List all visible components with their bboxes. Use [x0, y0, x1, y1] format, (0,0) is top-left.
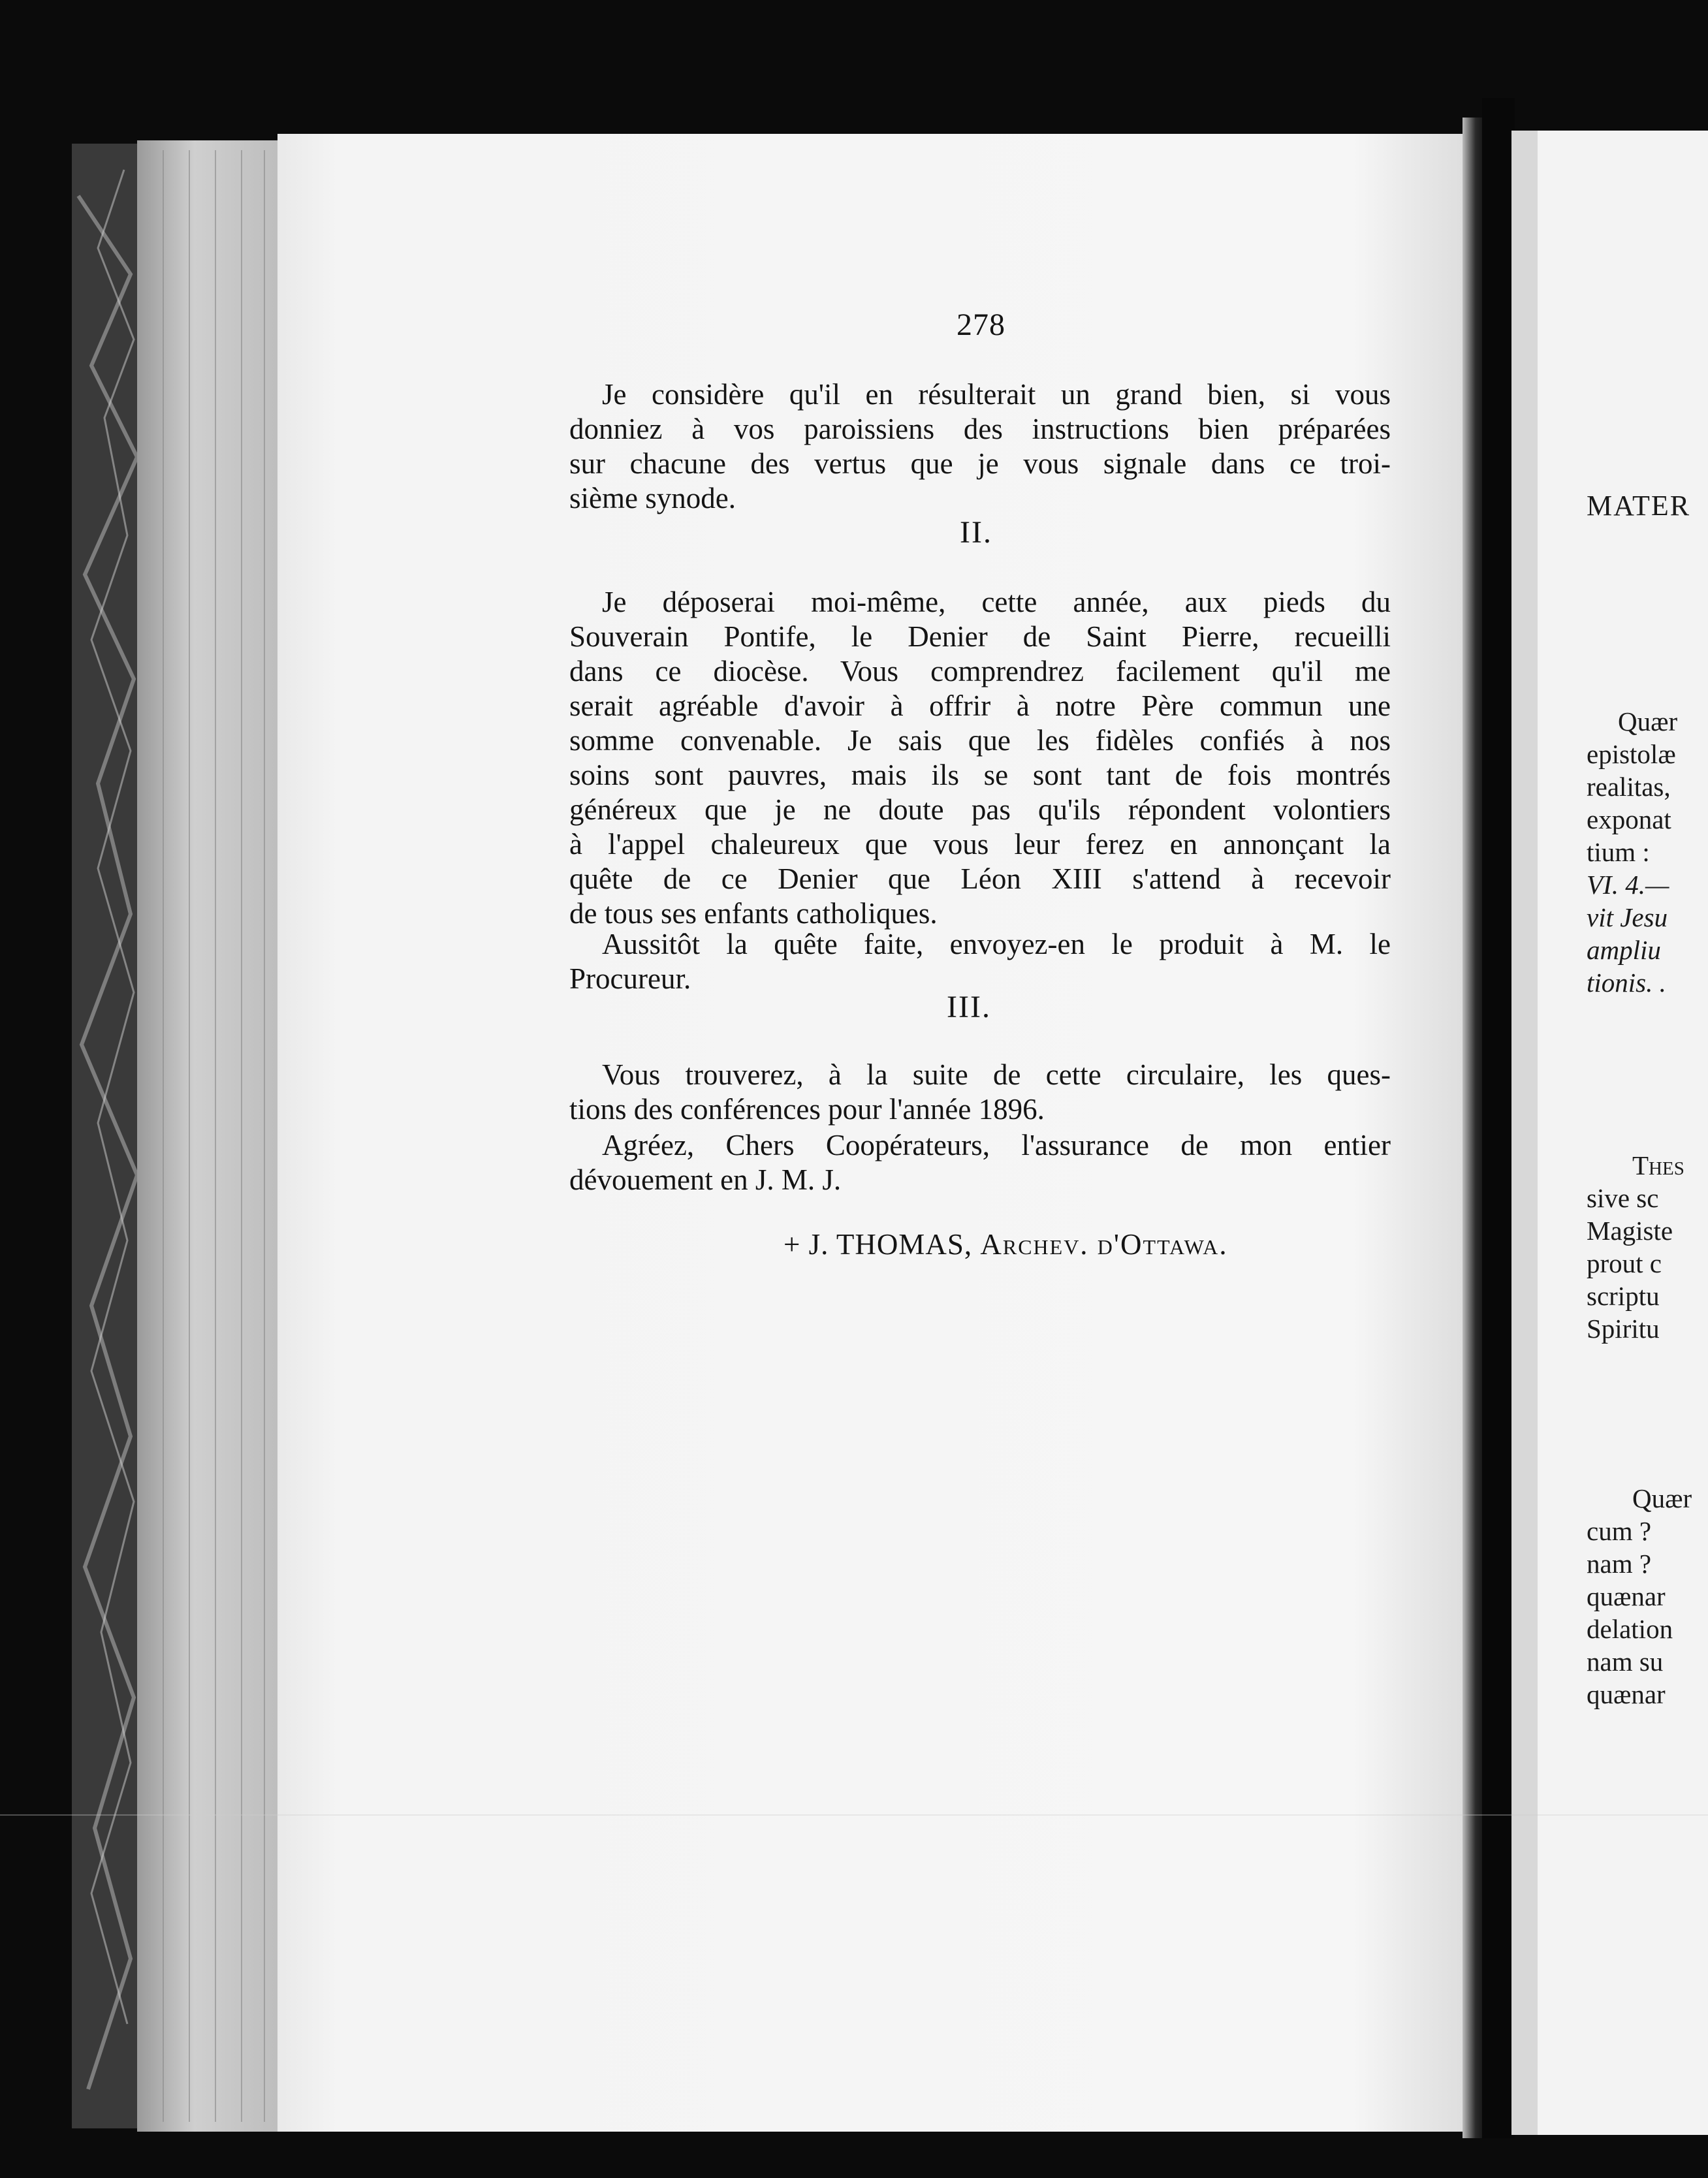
text-line: donniez à vos paroissiens des instructions bien préparées	[569, 413, 1391, 445]
facing-text-line: ampliu	[1587, 935, 1661, 965]
section-heading-2: II.	[960, 515, 992, 550]
paragraph-5	[569, 1128, 1391, 1197]
facing-text-line: vit Jesu	[1587, 902, 1668, 932]
facing-text-line: nam su	[1587, 1647, 1664, 1677]
facing-text-line: exponat	[1587, 804, 1671, 834]
text-line: serait agréable d'avoir à offrir à notre Père commun une	[569, 689, 1391, 722]
facing-text-line: Thes	[1632, 1150, 1684, 1180]
text-line: de tous ses enfants catholiques.	[569, 897, 938, 930]
text-line: soins sont pauvres, mais ils se sont tant de fois montrés	[569, 759, 1391, 791]
facing-page-content	[1587, 0, 1708, 2178]
text-line: Je considère qu'il en résulterait un grand bien, si vous	[602, 378, 1391, 411]
paragraph-4	[569, 1058, 1391, 1127]
text-line: à l'appel chaleureux que vous leur ferez en annonçant la	[569, 828, 1391, 860]
text-line: quête de ce Denier que Léon XIII s'attend à recevoir	[569, 862, 1391, 895]
facing-text-line: quænar	[1587, 1679, 1666, 1709]
text-line: Aussitôt la quête faite, envoyez-en le produit à M. le	[602, 928, 1391, 960]
text-line: dévouement en J. M. J.	[569, 1163, 842, 1196]
facing-text-line: scriptu	[1587, 1281, 1660, 1311]
facing-text-line: Quær	[1632, 1483, 1692, 1513]
text-line: Souverain Pontife, le Denier de Saint Pierre, recueilli	[569, 620, 1391, 653]
text-line: sur chacune des vertus que je vous signale dans ce troi-	[569, 447, 1391, 480]
facing-text-line: cum ?	[1587, 1516, 1652, 1546]
facing-text-line: sive sc	[1587, 1183, 1659, 1213]
facing-text-line: nam ?	[1587, 1549, 1652, 1579]
text-line: Procureur.	[569, 962, 691, 995]
facing-text-line: epistolæ	[1587, 739, 1676, 769]
facing-header-fragment: MATER	[1587, 490, 1691, 522]
paragraph-3	[569, 927, 1391, 996]
facing-text-line: Magiste	[1587, 1216, 1673, 1246]
paragraph-1	[569, 377, 1391, 516]
facing-text-line: realitas,	[1587, 772, 1671, 802]
text-line: Je déposerai moi-même, cette année, aux pieds du	[602, 586, 1391, 618]
facing-text-line: quænar	[1587, 1581, 1666, 1611]
text-line: tions des conférences pour l'année 1896.	[569, 1093, 1045, 1126]
text-line: Agréez, Chers Coopérateurs, l'assurance de mon entier	[602, 1129, 1391, 1161]
facing-text-line: tionis. .	[1587, 968, 1666, 998]
signature	[783, 1227, 1228, 1261]
facing-text-line: delation	[1587, 1614, 1673, 1644]
text-line: somme convenable. Je sais que les fidèles confiés à nos	[569, 724, 1391, 757]
text-line: sième synode.	[569, 482, 736, 514]
paragraph-2	[569, 585, 1391, 931]
facing-text-line: Spiritu	[1587, 1314, 1660, 1344]
text-line: généreux que je ne doute pas qu'ils répondent volontiers	[569, 793, 1391, 826]
text-line: dans ce diocèse. Vous comprendrez facilement qu'il me	[569, 655, 1391, 687]
signature-name: + J. THOMAS,	[783, 1228, 973, 1261]
text-line: Vous trouverez, à la suite de cette circulaire, les ques-	[602, 1058, 1391, 1091]
facing-text-line: prout c	[1587, 1248, 1662, 1278]
page-number: 278	[957, 308, 1005, 342]
facing-text-line: Quær	[1618, 706, 1678, 736]
facing-text-line: VI. 4.—	[1587, 870, 1669, 900]
section-heading-3: III.	[947, 990, 991, 1024]
signature-title: Archev. d'Ottawa.	[980, 1228, 1228, 1261]
facing-text-line: tium :	[1587, 837, 1650, 867]
